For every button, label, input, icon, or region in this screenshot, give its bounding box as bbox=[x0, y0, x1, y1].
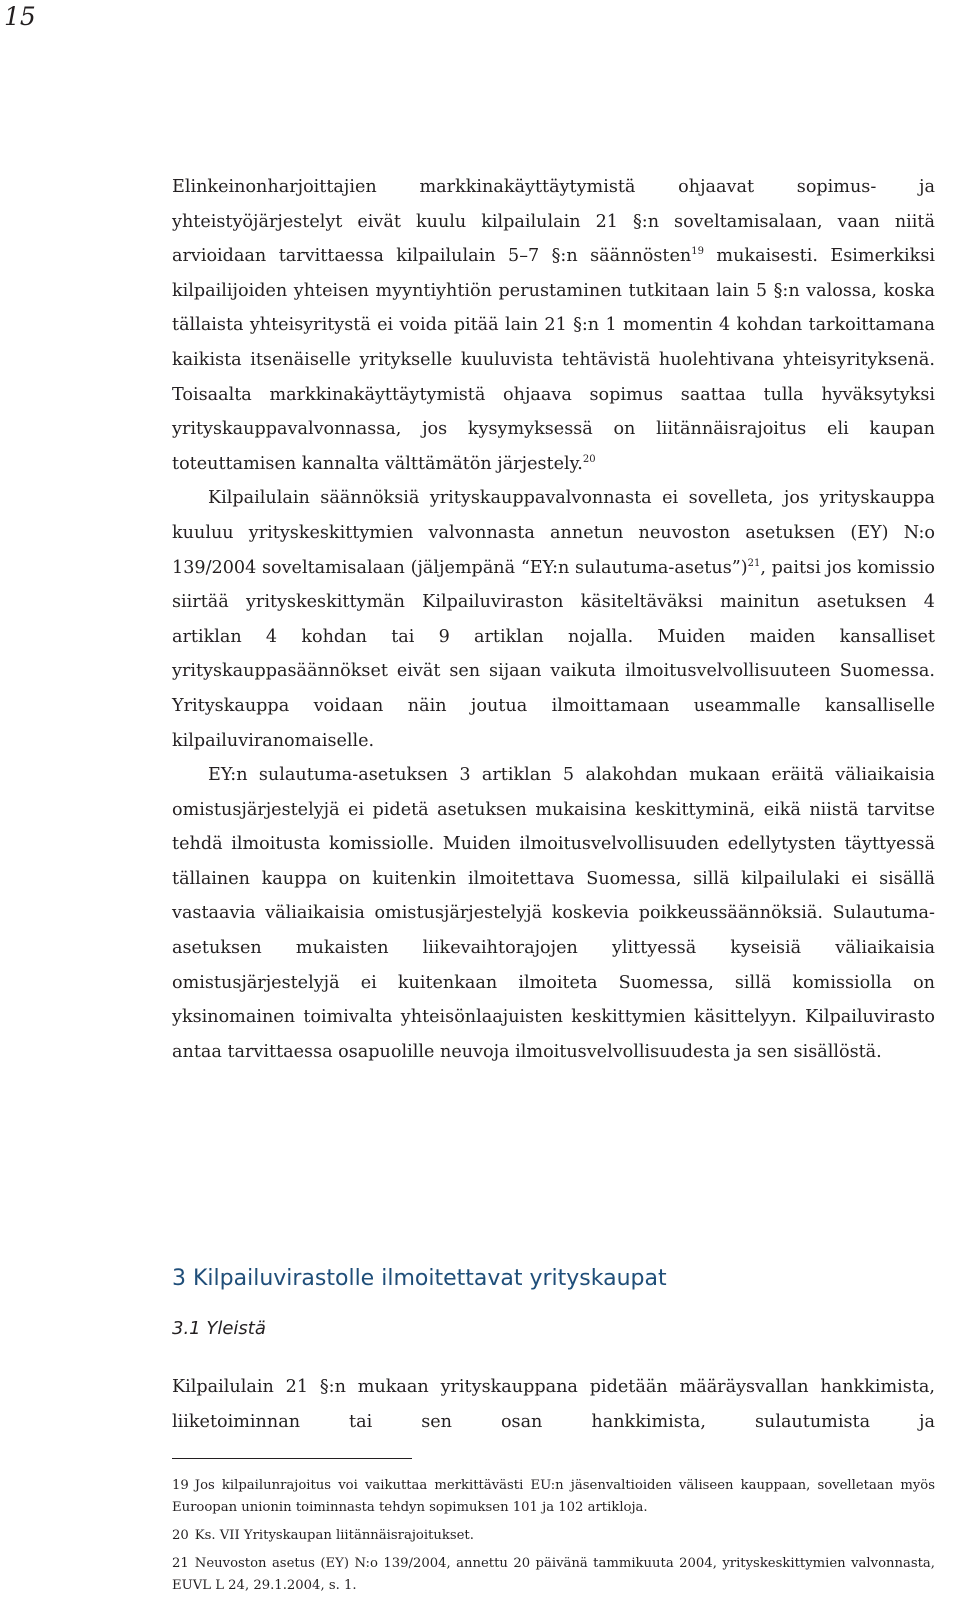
paragraph-1-text-b: mukaisesti. Esimerkiksi kilpailijoiden yhteisen myyntiyhtiön perustaminen tutkitaan lain 5 §:n valossa, koska tällaista yhteisyritystä ei voida pitää lain 21 §:n 1 momentin 4 kohdan tarkoittamana kaikista itsenäiselle yritykselle kuuluvista tehtävistä huolehtivana yhteisyrityksenä. Toisaalta markkinakäyttäytymistä ohjaava sopimus saattaa tulla hyväksytyksi yrityskauppavalvonnassa, jos kysymyksessä on liitännäisrajoitus eli kaupan toteuttamisen kannalta välttämätön järjestely. bbox=[172, 246, 935, 474]
body-text bbox=[172, 170, 935, 1069]
paragraph-3: EY:n sulautuma-asetuksen 3 artiklan 5 alakohdan mukaan eräitä väliaikaisia omistusjärjestelyjä ei pidetä asetuksen mukaisina keskittyminä, eikä niistä tarvitse tehdä ilmoitusta komissiolle. Muiden ilmoitusvelvollisuuden edellytysten täyttyessä tällainen kauppa on kuitenkin ilmoitettava Suomessa, sillä kilpailulaki ei sisällä vastaavia väliaikaisia omistusjärjestelyjä koskevia poikkeussäännöksiä. Sulautuma-asetuksen mukaisten liikevaihtorajojen ylittyessä kyseisiä väliaikaisia omistusjärjestelyjä ei kuitenkaan ilmoiteta Suomessa, sillä komissiolla on yksinomainen toimivalta yhteisönlaajuisten keskittymien käsittelyyn. Kilpailuvirasto antaa tarvittaessa osapuolille neuvoja ilmoitusvelvollisuudesta ja sen sisällöstä. bbox=[172, 765, 935, 1062]
footnote-number: 21 bbox=[172, 1556, 189, 1571]
footnotes bbox=[172, 1475, 935, 1603]
subsection-heading: 3.1 Yleistä bbox=[172, 1318, 266, 1339]
paragraph-2-text-b: , paitsi jos komissio siirtää yrityskeskittymän Kilpailuviraston käsiteltäväksi mainitun asetuksen 4 artiklan 4 kohdan tai 9 artiklan nojalla. Muiden maiden kansalliset yrityskauppasäännökset eivät sen sijaan vaikuta ilmoitusvelvollisuuteen Suomessa. Yrityskauppa voidaan näin joutua ilmoittamaan useammalle kansalliselle kilpailuviranomaiselle. bbox=[172, 557, 935, 751]
footnote-text: Neuvoston asetus (EY) N:o 139/2004, annettu 20 päivänä tammikuuta 2004, yrityskeskittymien valvonnasta, EUVL L 24, 29.1.2004, s. 1. bbox=[172, 1556, 935, 1593]
footnote-number: 19 bbox=[172, 1478, 189, 1493]
footnote-number: 20 bbox=[172, 1528, 189, 1543]
section-heading: 3 Kilpailuvirastolle ilmoitettavat yrityskaupat bbox=[172, 1266, 667, 1291]
footnote-ref-19[interactable]: 19 bbox=[691, 246, 704, 258]
footnote-text: Ks. VII Yrityskaupan liitännäisrajoitukset. bbox=[194, 1528, 474, 1543]
paragraph-1-text-a: Elinkeinonharjoittajien markkinakäyttäytymistä ohjaavat sopimus- ja yhteistyöjärjestelyt eivät kuulu kilpailulain 21 §:n soveltamisalaan, vaan niitä arvioidaan tarvittaessa kilpailulain 5–7 §:n säännösten bbox=[172, 177, 935, 267]
page-number: 15 bbox=[4, 2, 36, 31]
paragraph-2-text-a: Kilpailulain säännöksiä yrityskauppavalvonnasta ei sovelleta, jos yrityskauppa kuuluu yrityskeskittymien valvonnasta annetun neuvoston asetuksen (EY) N:o 139/2004 soveltamisalaan (jäljempänä “EY:n sulautuma-asetus”) bbox=[172, 488, 935, 578]
footnote-divider bbox=[172, 1458, 412, 1459]
paragraph-2 bbox=[172, 481, 935, 758]
footnote-19 bbox=[172, 1475, 935, 1519]
footnote-21 bbox=[172, 1553, 935, 1597]
footnote-ref-20[interactable]: 20 bbox=[582, 453, 596, 465]
footnote-text: Jos kilpailunrajoitus voi vaikuttaa merkittävästi EU:n jäsenvaltioiden väliseen kauppaan, sovelletaan myös Euroopan unionin toiminnasta tehdyn sopimuksen 101 ja 102 artikloja. bbox=[172, 1478, 935, 1515]
footnote-20 bbox=[172, 1525, 935, 1547]
paragraph-1 bbox=[172, 170, 935, 481]
section-paragraph: Kilpailulain 21 §:n mukaan yrityskauppana pidetään määräysvallan hankkimista, liiketoiminnan tai sen osan hankkimista, sulautumista ja bbox=[172, 1377, 935, 1432]
footnote-ref-21[interactable]: 21 bbox=[747, 557, 761, 569]
